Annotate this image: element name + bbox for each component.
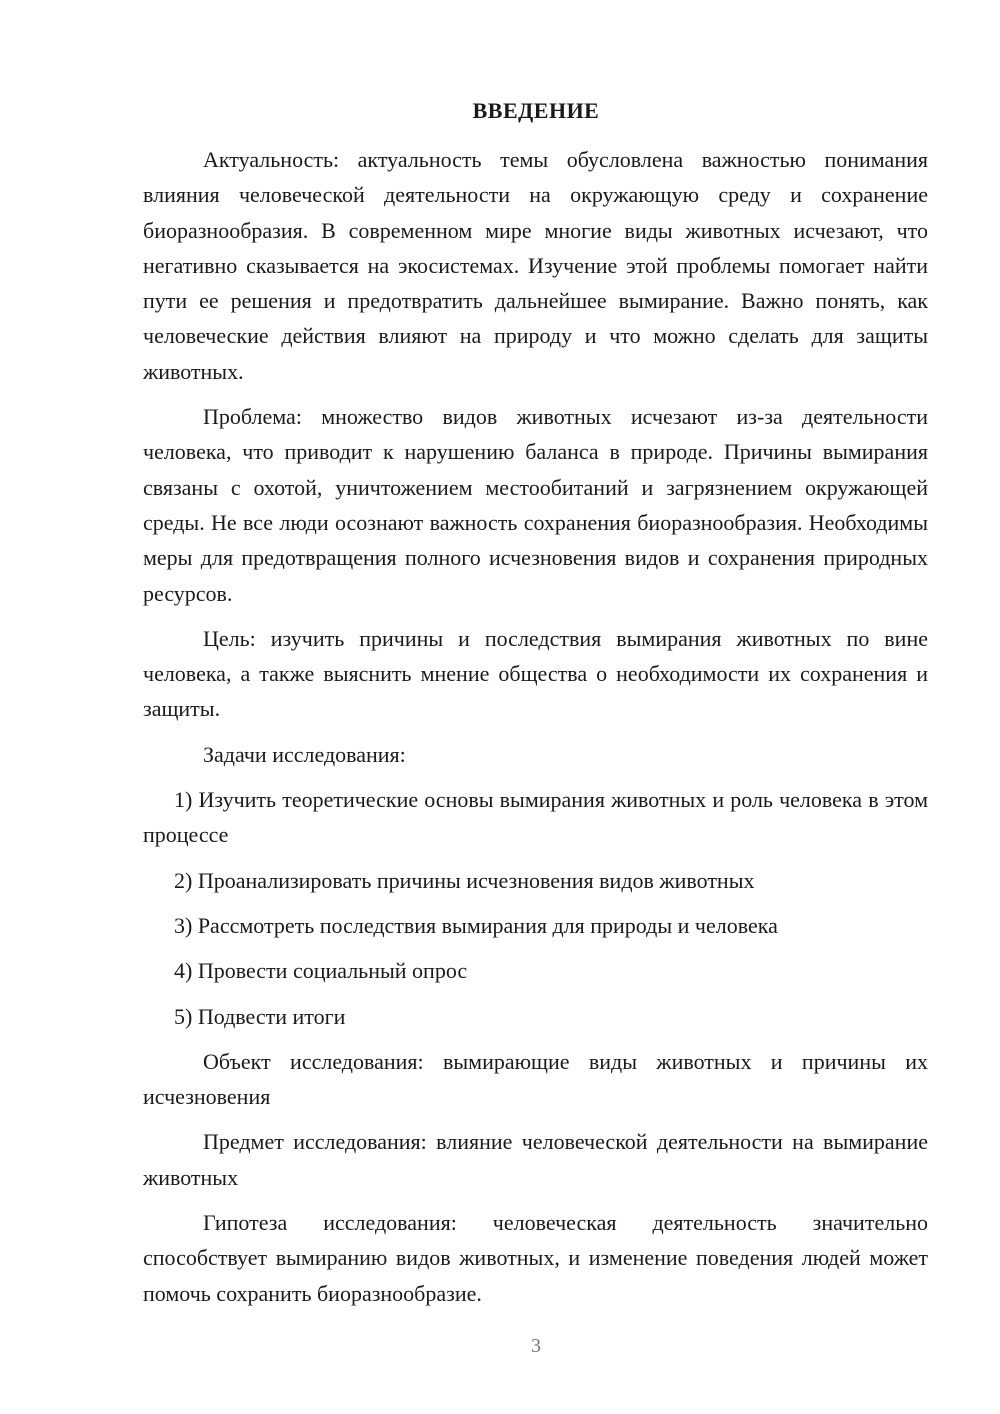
task-item-1: 1) Изучить теоретические основы вымирания животных и роль человека в этом процессе	[143, 787, 928, 848]
page-number: 3	[531, 1335, 541, 1357]
paragraph-problem: Проблема: множество видов животных исчезают из-за деятельности человека, что приводит к нарушению баланса в природе. Причины вымирания связаны с охотой, уничтожением местообитаний и загрязнением окружающей среды. Не все люди осознают важность сохранения биоразнообразия. Необходимы меры для предотвращения полного исчезновения видов и сохранения природных ресурсов.	[143, 404, 928, 606]
task-item-3: 3) Рассмотреть последствия вымирания для природы и человека	[174, 912, 778, 938]
task-item-2: 2) Проанализировать причины исчезновения видов животных	[174, 867, 755, 893]
paragraph-goal: Цель: изучить причины и последствия вымирания животных по вине человека, а также выяснить мнение общества о необходимости их сохранения и защиты.	[143, 625, 928, 722]
task-item-4: 4) Провести социальный опрос	[174, 958, 468, 984]
paragraph-relevance: Актуальность: актуальность темы обусловлена важностью понимания влияния человеческой деятельности на окружающую среду и сохранение биоразнообразия. В современном мире многие виды животных исчезают, что негативно сказывается на экосистемах. Изучение этой проблемы помогает найти пути ее решения и предотвратить дальнейшее вымирание. Важно понять, как человеческие действия влияют на природу и что можно сделать для защиты животных.	[143, 147, 928, 384]
paragraph-tasks-heading: Задачи исследования:	[203, 741, 406, 767]
paragraph-hypothesis: Гипотеза исследования: человеческая деятельность значительно способствует вымиранию видов животных, и изменение поведения людей может помочь сохранить биоразнообразие.	[143, 1210, 928, 1306]
document-body	[143, 142, 928, 1321]
paragraph-object: Объект исследования: вымирающие виды животных и причины их исчезновения	[143, 1048, 928, 1110]
task-item-5: 5) Подвести итоги	[174, 1003, 346, 1029]
paragraph-subject: Предмет исследования: влияние человеческой деятельности на вымирание животных	[143, 1129, 928, 1190]
page-title: ВВЕДЕНИЕ	[472, 98, 600, 123]
